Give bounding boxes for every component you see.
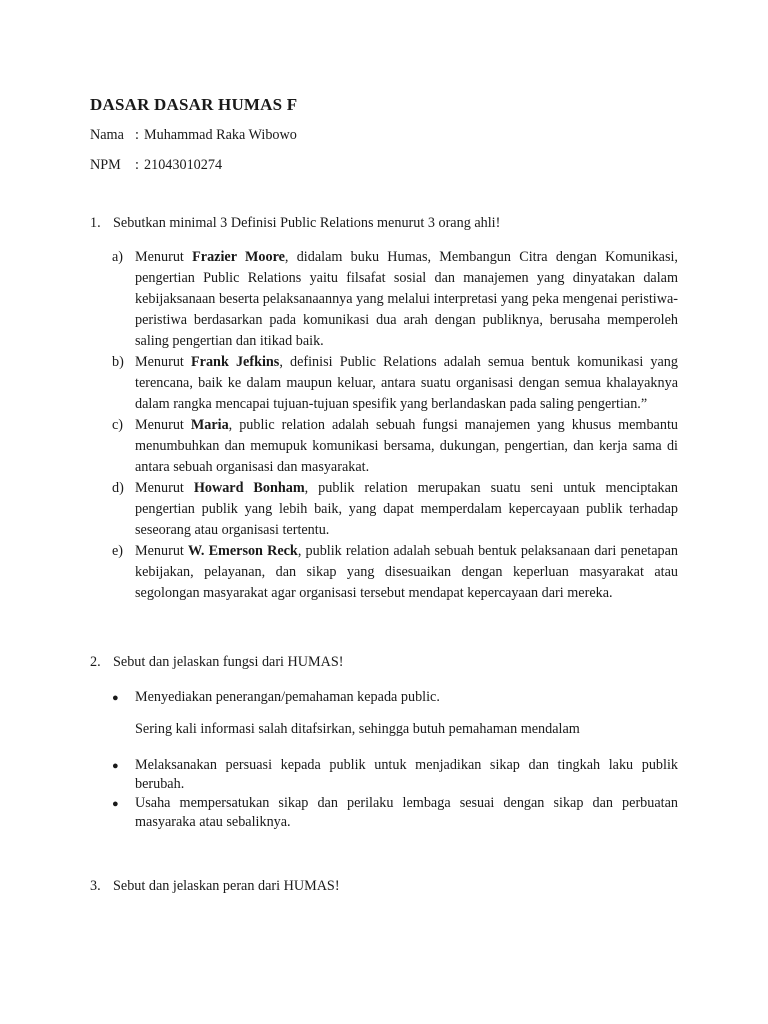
item-text xyxy=(135,415,678,478)
definition-item-e xyxy=(112,541,678,604)
item-prefix: Menurut xyxy=(135,543,188,559)
item-label: c) xyxy=(112,417,124,433)
npm-separator: : xyxy=(135,157,139,173)
bullet-icon: ● xyxy=(112,692,119,704)
item-prefix: Menurut xyxy=(135,480,194,496)
bullet-icon: ● xyxy=(112,760,119,772)
item-label: a) xyxy=(112,249,124,265)
item-label: b) xyxy=(112,354,124,370)
bullet-item xyxy=(112,756,678,794)
item-text xyxy=(135,478,678,541)
definition-item-a xyxy=(112,247,678,352)
item-definition: , public relation adalah sebuah fungsi manajemen yang khusus membantu menumbuhkan dan memupuk komunikasi bersama, dukungan, pengertian, dan kerja sama di antara sebuah organisasi dan masyarakat. xyxy=(135,417,678,475)
name-separator: : xyxy=(135,127,139,143)
item-text xyxy=(135,352,678,415)
question-text: Sebut dan jelaskan fungsi dari HUMAS! xyxy=(113,654,344,670)
name-value: Muhammad Raka Wibowo xyxy=(144,127,297,143)
question-number: 2. xyxy=(90,654,101,670)
expert-name: Howard Bonham xyxy=(193,480,305,496)
item-definition: , publik relation merupakan suatu seni untuk menciptakan pengertian publik yang lebih baik, yang dapat memperdalam kepercayaan publik terhadap seseorang atau organisasi tertentu. xyxy=(135,480,679,538)
definition-item-d xyxy=(112,478,678,541)
question-number: 1. xyxy=(90,215,101,231)
item-label: e) xyxy=(112,543,124,559)
item-prefix: Menurut xyxy=(135,417,191,433)
item-label: d) xyxy=(112,480,124,496)
question-2 xyxy=(90,654,344,671)
question-3 xyxy=(90,878,340,895)
question-text: Sebut dan jelaskan peran dari HUMAS! xyxy=(113,878,340,894)
bullet-text: Usaha mempersatukan sikap dan perilaku lembaga sesuai dengan sikap dan perbuatan masyaraka atau sebaliknya. xyxy=(135,795,678,830)
bullet-item xyxy=(112,688,678,708)
item-text xyxy=(135,541,678,604)
bullet-icon: ● xyxy=(112,798,119,810)
expert-name: Maria xyxy=(190,417,229,433)
item-text xyxy=(135,247,678,352)
item-definition: , didalam buku Humas, Membangun Citra dengan Komunikasi, pengertian Public Relations yaitu filsafat sosial dan manajemen yang dinyatakan dalam kebijaksanaan beserta pelaksanaannya yang melalui interpretasi yang peka mengenai peristiwa-peristiwa berdasarkan pada komunikasi dua arah dengan publiknya, berusaha memperoleh saling pengertian dan itikad baik. xyxy=(135,249,678,349)
question-number: 3. xyxy=(90,878,101,894)
expert-name: Frazier Moore xyxy=(192,249,285,265)
question-text: Sebutkan minimal 3 Definisi Public Relations menurut 3 orang ahli! xyxy=(113,215,501,231)
document-title: DASAR DASAR HUMAS F xyxy=(90,95,298,114)
bullet-item xyxy=(112,794,678,832)
definition-item-c xyxy=(112,415,678,478)
item-prefix: Menurut xyxy=(135,354,191,370)
expert-name: Frank Jefkins xyxy=(191,354,280,370)
npm-label: NPM xyxy=(90,157,121,173)
question-1 xyxy=(90,215,500,232)
expert-name: W. Emerson Reck xyxy=(188,543,298,559)
definition-list xyxy=(112,247,678,604)
npm-row xyxy=(90,157,222,174)
bullet-text: Menyediakan penerangan/pemahaman kepada public. xyxy=(135,689,440,705)
name-label: Nama xyxy=(90,127,124,143)
definition-item-b xyxy=(112,352,678,415)
function-bullet-1 xyxy=(112,688,678,708)
item-definition: , publik relation adalah sebuah bentuk pelaksanaan dari penetapan kebijakan, pelayanan, dan sikap yang disesuaikan dengan keperluan masyarakat atau segolongan masyarakat agar organisasi tersebut mendapat kepercayaan dari mereka. xyxy=(135,543,678,601)
item-prefix: Menurut xyxy=(135,249,193,265)
item-definition: , definisi Public Relations adalah semua bentuk komunikasi yang terencana, baik ke dalam maupun keluar, antara suatu organisasi dengan semua khalayaknya dalam rangka mencapai tujuan-tujuan spesifik yang berlandaskan pada saling pengertian.” xyxy=(135,354,678,412)
function-bullets-2-3 xyxy=(112,756,678,832)
bullet-text: Melaksanakan persuasi kepada publik untuk menjadikan sikap dan tingkah laku publik berubah. xyxy=(135,757,678,792)
npm-value: 21043010274 xyxy=(144,157,223,173)
function-note: Sering kali informasi salah ditafsirkan, sehingga butuh pemahaman mendalam xyxy=(135,721,580,737)
name-row xyxy=(90,127,297,144)
